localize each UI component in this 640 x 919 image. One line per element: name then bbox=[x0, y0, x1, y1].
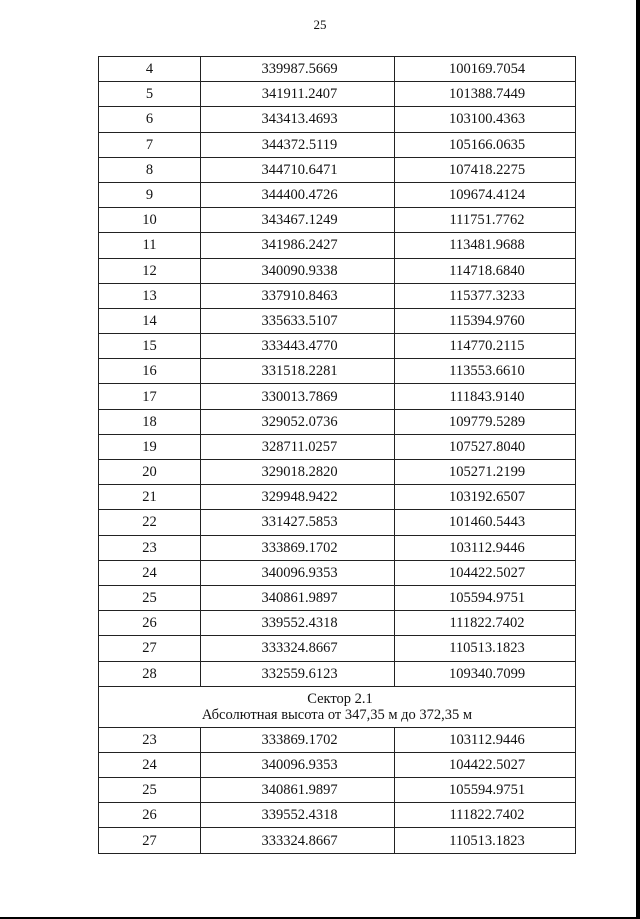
point-number-cell: 9 bbox=[99, 182, 201, 207]
point-number-cell: 27 bbox=[99, 828, 201, 853]
coordinate-x-cell: 111822.7402 bbox=[395, 611, 576, 636]
sector-description: Абсолютная высота от 347,35 м до 372,35 м bbox=[201, 706, 473, 723]
coordinate-y-cell: 333324.8667 bbox=[201, 828, 395, 853]
coordinate-y-cell: 344400.4726 bbox=[201, 182, 395, 207]
coordinate-x-cell: 109674.4124 bbox=[395, 182, 576, 207]
point-number-cell: 18 bbox=[99, 409, 201, 434]
coordinate-x-cell: 109779.5289 bbox=[395, 409, 576, 434]
coordinate-y-cell: 331518.2281 bbox=[201, 359, 395, 384]
coordinate-x-cell: 105166.0635 bbox=[395, 132, 576, 157]
point-number-cell: 7 bbox=[99, 132, 201, 157]
table-row bbox=[99, 752, 576, 777]
table-row bbox=[99, 82, 576, 107]
point-number-cell: 26 bbox=[99, 611, 201, 636]
point-number-cell: 25 bbox=[99, 585, 201, 610]
point-number-cell: 23 bbox=[99, 535, 201, 560]
table-row bbox=[99, 233, 576, 258]
table-row bbox=[99, 485, 576, 510]
coordinate-x-cell: 105594.9751 bbox=[395, 585, 576, 610]
table-row bbox=[99, 384, 576, 409]
coordinate-x-cell: 113553.6610 bbox=[395, 359, 576, 384]
point-number-cell: 15 bbox=[99, 334, 201, 359]
point-number-cell: 4 bbox=[99, 57, 201, 82]
table-row bbox=[99, 585, 576, 610]
table-row bbox=[99, 107, 576, 132]
coordinate-y-cell: 333869.1702 bbox=[201, 727, 395, 752]
point-number-cell: 20 bbox=[99, 460, 201, 485]
coordinate-y-cell: 328711.0257 bbox=[201, 434, 395, 459]
coordinate-y-cell: 340861.9897 bbox=[201, 585, 395, 610]
coordinate-x-cell: 115377.3233 bbox=[395, 283, 576, 308]
coordinate-x-cell: 101460.5443 bbox=[395, 510, 576, 535]
point-number-cell: 27 bbox=[99, 636, 201, 661]
coordinates-table bbox=[98, 56, 576, 854]
point-number-cell: 17 bbox=[99, 384, 201, 409]
point-number-cell: 14 bbox=[99, 308, 201, 333]
coordinate-x-cell: 100169.7054 bbox=[395, 57, 576, 82]
point-number-cell: 21 bbox=[99, 485, 201, 510]
table-row bbox=[99, 359, 576, 384]
coordinate-y-cell: 329018.2820 bbox=[201, 460, 395, 485]
coordinate-y-cell: 344710.6471 bbox=[201, 157, 395, 182]
point-number-cell: 23 bbox=[99, 727, 201, 752]
coordinate-x-cell: 107418.2275 bbox=[395, 157, 576, 182]
point-number-cell: 19 bbox=[99, 434, 201, 459]
coordinate-y-cell: 329948.9422 bbox=[201, 485, 395, 510]
coordinate-y-cell: 343413.4693 bbox=[201, 107, 395, 132]
coordinates-table-body-bottom bbox=[99, 727, 576, 853]
coordinate-y-cell: 341986.2427 bbox=[201, 233, 395, 258]
sector-header-cell bbox=[99, 686, 576, 727]
table-row bbox=[99, 334, 576, 359]
coordinate-x-cell: 103192.6507 bbox=[395, 485, 576, 510]
coordinate-x-cell: 114770.2115 bbox=[395, 334, 576, 359]
table-row bbox=[99, 560, 576, 585]
table-row bbox=[99, 803, 576, 828]
coordinate-y-cell: 339987.5669 bbox=[201, 57, 395, 82]
coordinate-y-cell: 333324.8667 bbox=[201, 636, 395, 661]
coordinate-y-cell: 340861.9897 bbox=[201, 778, 395, 803]
point-number-cell: 11 bbox=[99, 233, 201, 258]
point-number-cell: 6 bbox=[99, 107, 201, 132]
coordinate-x-cell: 109340.7099 bbox=[395, 661, 576, 686]
coordinate-y-cell: 339552.4318 bbox=[201, 611, 395, 636]
point-number-cell: 13 bbox=[99, 283, 201, 308]
coordinate-x-cell: 110513.1823 bbox=[395, 636, 576, 661]
coordinate-y-cell: 340096.9353 bbox=[201, 752, 395, 777]
coordinate-x-cell: 115394.9760 bbox=[395, 308, 576, 333]
point-number-cell: 24 bbox=[99, 752, 201, 777]
point-number-cell: 5 bbox=[99, 82, 201, 107]
coordinate-x-cell: 113481.9688 bbox=[395, 233, 576, 258]
coordinate-y-cell: 329052.0736 bbox=[201, 409, 395, 434]
coordinate-x-cell: 111843.9140 bbox=[395, 384, 576, 409]
coordinate-x-cell: 105271.2199 bbox=[395, 460, 576, 485]
coordinate-x-cell: 103100.4363 bbox=[395, 107, 576, 132]
coordinate-y-cell: 343467.1249 bbox=[201, 208, 395, 233]
table-row bbox=[99, 434, 576, 459]
table-row bbox=[99, 258, 576, 283]
table-row bbox=[99, 636, 576, 661]
coordinate-y-cell: 341911.2407 bbox=[201, 82, 395, 107]
sector-title: Сектор 2.1 bbox=[307, 690, 373, 707]
table-row bbox=[99, 308, 576, 333]
coordinate-y-cell: 344372.5119 bbox=[201, 132, 395, 157]
table-row bbox=[99, 57, 576, 82]
coordinate-y-cell: 330013.7869 bbox=[201, 384, 395, 409]
table-row bbox=[99, 611, 576, 636]
coordinate-y-cell: 332559.6123 bbox=[201, 661, 395, 686]
table-row bbox=[99, 460, 576, 485]
coordinate-x-cell: 104422.5027 bbox=[395, 560, 576, 585]
table-row bbox=[99, 283, 576, 308]
coordinate-x-cell: 110513.1823 bbox=[395, 828, 576, 853]
table-row bbox=[99, 661, 576, 686]
coordinate-x-cell: 107527.8040 bbox=[395, 434, 576, 459]
coordinate-x-cell: 111822.7402 bbox=[395, 803, 576, 828]
table-row bbox=[99, 208, 576, 233]
page-number: 25 bbox=[313, 17, 327, 32]
coordinate-y-cell: 331427.5853 bbox=[201, 510, 395, 535]
point-number-cell: 26 bbox=[99, 803, 201, 828]
point-number-cell: 22 bbox=[99, 510, 201, 535]
table-row bbox=[99, 157, 576, 182]
point-number-cell: 24 bbox=[99, 560, 201, 585]
table-row bbox=[99, 510, 576, 535]
coordinate-y-cell: 335633.5107 bbox=[201, 308, 395, 333]
coordinate-x-cell: 111751.7762 bbox=[395, 208, 576, 233]
coordinate-y-cell: 340090.9338 bbox=[201, 258, 395, 283]
point-number-cell: 28 bbox=[99, 661, 201, 686]
table-row bbox=[99, 182, 576, 207]
table-row bbox=[99, 778, 576, 803]
coordinate-y-cell: 339552.4318 bbox=[201, 803, 395, 828]
point-number-cell: 16 bbox=[99, 359, 201, 384]
table-row bbox=[99, 535, 576, 560]
point-number-cell: 12 bbox=[99, 258, 201, 283]
sector-header-group bbox=[99, 686, 576, 727]
coordinate-y-cell: 337910.8463 bbox=[201, 283, 395, 308]
coordinate-x-cell: 101388.7449 bbox=[395, 82, 576, 107]
coordinate-x-cell: 104422.5027 bbox=[395, 752, 576, 777]
table-row bbox=[99, 727, 576, 752]
coordinate-y-cell: 340096.9353 bbox=[201, 560, 395, 585]
coordinate-x-cell: 103112.9446 bbox=[395, 727, 576, 752]
coordinate-x-cell: 105594.9751 bbox=[395, 778, 576, 803]
scan-edge-right bbox=[636, 0, 640, 919]
coordinate-y-cell: 333443.4770 bbox=[201, 334, 395, 359]
coordinate-y-cell: 333869.1702 bbox=[201, 535, 395, 560]
coordinate-x-cell: 103112.9446 bbox=[395, 535, 576, 560]
coordinate-x-cell: 114718.6840 bbox=[395, 258, 576, 283]
point-number-cell: 25 bbox=[99, 778, 201, 803]
point-number-cell: 10 bbox=[99, 208, 201, 233]
coordinates-table-body-top bbox=[99, 57, 576, 687]
table-row bbox=[99, 132, 576, 157]
point-number-cell: 8 bbox=[99, 157, 201, 182]
table-row bbox=[99, 828, 576, 853]
sector-header-row bbox=[99, 686, 576, 727]
table-row bbox=[99, 409, 576, 434]
